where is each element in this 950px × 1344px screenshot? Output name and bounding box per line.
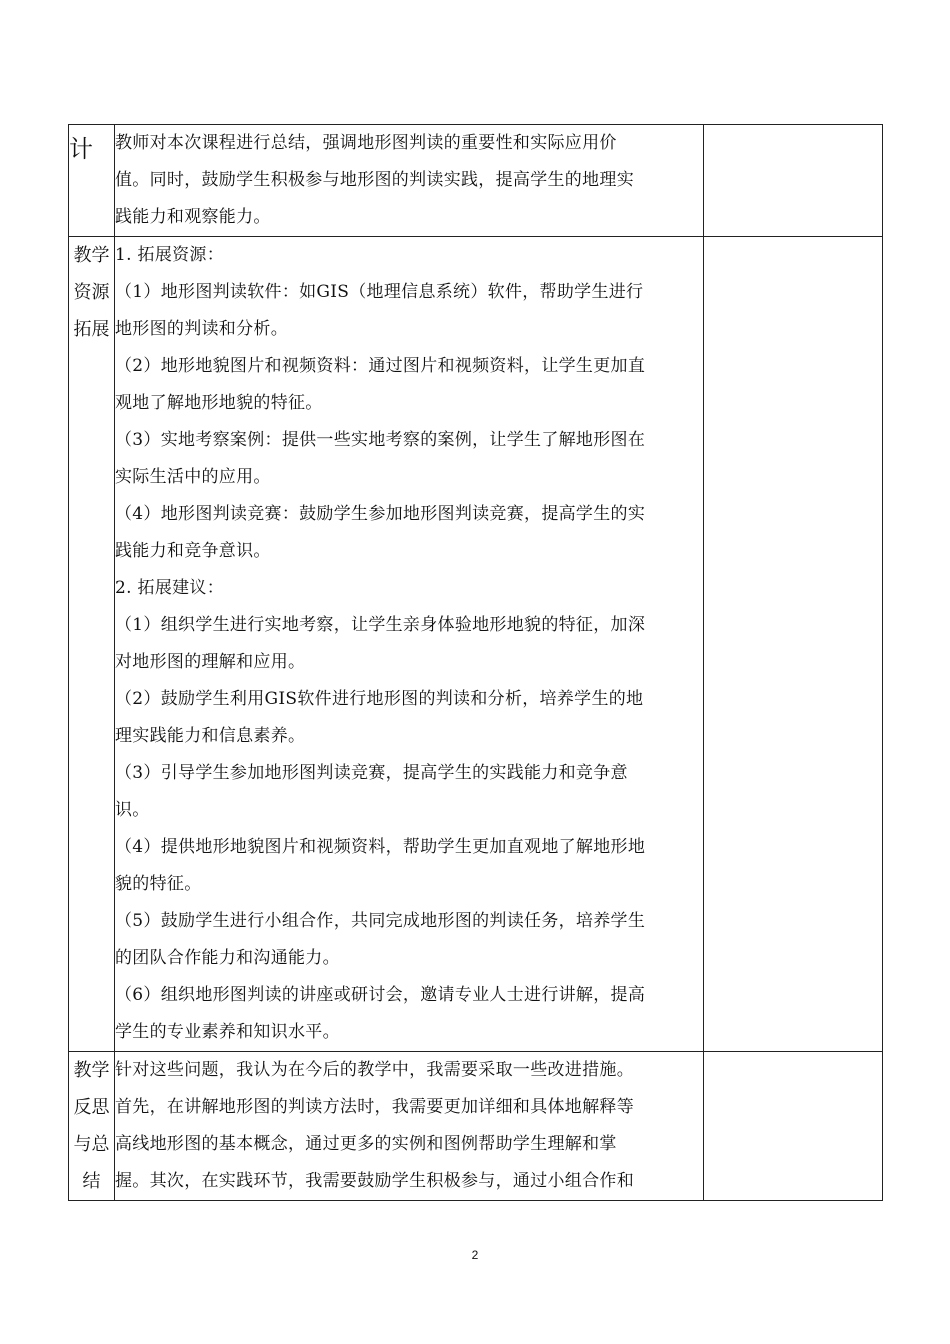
label-line: 结 (82, 1171, 101, 1192)
text-line: 值。同时，鼓励学生积极参与地形图的判读实践，提高学生的地理实 (115, 170, 634, 190)
label-line: 计 (69, 135, 93, 163)
text-line: 高线地形图的基本概念，通过更多的实例和图例帮助学生理解和掌 (115, 1134, 617, 1154)
text-line: （4）地形图判读竞赛：鼓励学生参加地形图判读竞赛，提高学生的实 (115, 504, 646, 524)
text-line: 1. 拓展资源： (115, 245, 225, 265)
label-line: 教学 (73, 1060, 110, 1081)
text-line: 践能力和观察能力。 (115, 207, 271, 227)
text-line: （6）组织地形图判读的讲座或研讨会，邀请专业人士进行讲解，提高 (115, 985, 646, 1005)
text-line: （2）鼓励学生利用GIS软件进行地形图的判读和分析，培养学生的地 (115, 689, 644, 709)
row-content (115, 1052, 704, 1201)
text-line: 观地了解地形地貌的特征。 (115, 393, 323, 413)
page-number: 2 (471, 1248, 479, 1262)
table-row (69, 237, 883, 1052)
text-line: 教师对本次课程进行总结，强调地形图判读的重要性和实际应用价 (115, 133, 617, 153)
text-line: （3）引导学生参加地形图判读竞赛，提高学生的实践能力和竞争意 (115, 763, 628, 783)
text-line: （1）组织学生进行实地考察，让学生亲身体验地形地貌的特征，加深 (115, 615, 646, 635)
label-line: 与总 (73, 1134, 110, 1155)
table-row (69, 125, 883, 237)
label-line: 反思 (73, 1097, 110, 1118)
text-line: 学生的专业素养和知识水平。 (115, 1022, 340, 1042)
text-line: 的团队合作能力和沟通能力。 (115, 948, 340, 968)
text-line: 地形图的判读和分析。 (115, 319, 288, 339)
text-line: 识。 (115, 800, 150, 820)
table-row (69, 1052, 883, 1201)
label-line: 拓展 (73, 319, 110, 340)
row-content (115, 125, 704, 237)
text-line: 对地形图的理解和应用。 (115, 652, 306, 672)
row-label (69, 237, 115, 1052)
row-label (69, 1052, 115, 1201)
notes-cell (704, 125, 883, 237)
text-line: （5）鼓励学生进行小组合作，共同完成地形图的判读任务，培养学生 (115, 911, 646, 931)
text-line: 理实践能力和信息素养。 (115, 726, 306, 746)
text-line: （4）提供地形地貌图片和视频资料，帮助学生更加直观地了解地形地 (115, 837, 646, 857)
text-line: （2）地形地貌图片和视频资料：通过图片和视频资料，让学生更加直 (115, 356, 646, 376)
row-content (115, 237, 704, 1052)
notes-cell (704, 1052, 883, 1201)
text-line: 实际生活中的应用。 (115, 467, 271, 487)
text-line: 握。其次，在实践环节，我需要鼓励学生积极参与，通过小组合作和 (115, 1171, 634, 1191)
text-line: 践能力和竞争意识。 (115, 541, 271, 561)
text-line: 首先，在讲解地形图的判读方法时，我需要更加详细和具体地解释等 (115, 1097, 634, 1117)
text-line: 针对这些问题，我认为在今后的教学中，我需要采取一些改进措施。 (115, 1060, 634, 1080)
text-line: （3）实地考察案例：提供一些实地考察的案例，让学生了解地形图在 (115, 430, 646, 450)
text-line: 2. 拓展建议： (115, 578, 225, 598)
text-line: （1）地形图判读软件：如GIS（地理信息系统）软件，帮助学生进行 (115, 282, 644, 302)
text-line: 貌的特征。 (115, 874, 202, 894)
notes-cell (704, 237, 883, 1052)
lesson-plan-table (68, 124, 883, 1201)
label-line: 教学 (73, 245, 110, 266)
label-line: 资源 (73, 282, 110, 303)
row-label (69, 125, 115, 237)
